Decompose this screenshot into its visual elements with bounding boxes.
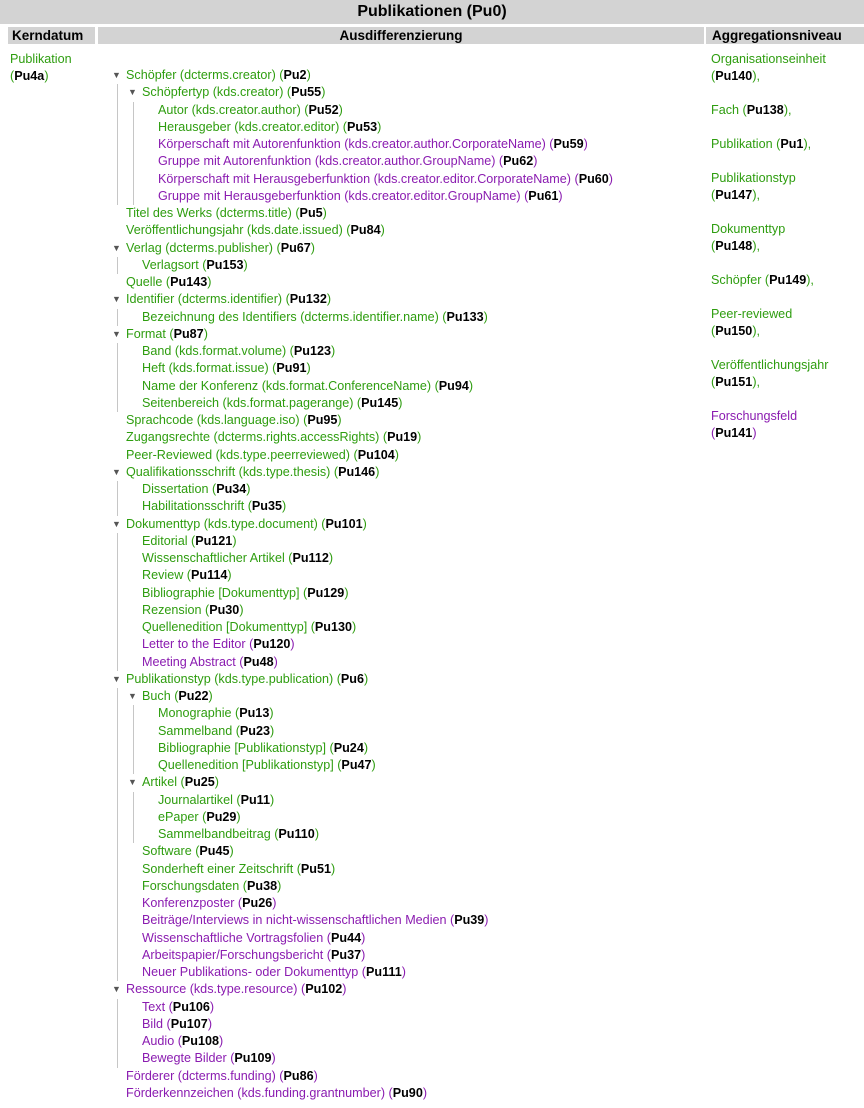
tree-node: Neuer Publikations- oder Dokumenttyp (Pu111) [142,965,406,979]
expand-toggle-icon[interactable]: ▼ [112,328,121,339]
tree-node: Sprachcode (kds.language.iso) (Pu95) [126,413,342,427]
tree-node: Sonderheft einer Zeitschrift (Pu51) [142,861,336,876]
tree-node: Band (kds.format.volume) (Pu123) [142,344,336,358]
tree-node: Wissenschaftliche Vortragsfolien (Pu44) [142,930,366,945]
aggregation-label[interactable]: Forschungsfeld [711,409,798,423]
tree-children [117,257,613,274]
tree-node: Journalartikel (Pu11) [158,792,275,807]
kerndatum-label[interactable]: Publikation [10,52,72,66]
tree-node: Gruppe mit Herausgeberfunktion (kds.creator.editor.GroupName) (Pu61) [158,188,563,203]
tree-node: Förderer (dcterms.funding) (Pu86) [126,1068,318,1083]
expand-toggle-icon[interactable]: ▼ [112,984,121,995]
tree-node-code: Pu86 [283,1068,314,1083]
tree-node-label[interactable]: Arbeitspapier/Forschungsbericht ( [142,947,331,962]
tree-children [117,309,613,326]
kerndatum-code: Pu4a [14,69,45,83]
tree-node-label[interactable]: Journalartikel ( [158,792,241,807]
tree-node-code: Pu34 [216,482,247,496]
tree-node: Autor (kds.creator.author) (Pu52) [158,102,343,117]
tree-node: Förderkennzeichen (kds.funding.grantnumber) (Pu90) [126,1085,428,1100]
tree-node-code: Pu102 [305,982,343,997]
tree-node-label[interactable]: Gruppe mit Autorenfunktion (kds.creator.author.GroupName) ( [158,154,504,169]
aggregation-item: Dokumenttyp (Pu148), [711,222,786,253]
tree-node-label[interactable]: Wissenschaftlicher Artikel ( [142,551,293,565]
tree-node-label[interactable]: ePaper ( [158,809,207,824]
tree-node-label[interactable]: Format ( [126,326,174,341]
tree-node-label[interactable]: Name der Konferenz (kds.format.ConferenceName) ( [142,378,439,393]
tree-node: Quelle (Pu143) [126,275,212,289]
aggregation-code: Pu148 [715,239,753,253]
tree-node: Dissertation (Pu34) [142,482,251,496]
tree-node-label[interactable]: Heft (kds.format.issue) ( [142,361,277,376]
tree-node-label[interactable]: Meeting Abstract ( [142,654,244,669]
tree-node: Name der Konferenz (kds.format.ConferenceName) (Pu94) [142,378,474,393]
tree-node: Forschungsdaten (Pu38) [142,878,282,893]
tree-node-label[interactable]: Verlag (dcterms.publisher) ( [126,240,281,255]
tree-node-label[interactable]: Quellenedition [Publikationstyp] ( [158,758,342,772]
tree-node-code: Pu51 [300,861,332,876]
tree-node-label[interactable]: Review ( [142,568,191,583]
aggregation-code: Pu151 [715,375,753,389]
tree-node-code: Pu104 [357,447,395,462]
tree-node-code: Pu145 [361,395,399,410]
expand-toggle-icon[interactable]: ▼ [128,87,137,98]
tree-node: ▼ Dokumenttyp (kds.type.document) (Pu101) [112,516,613,533]
tree-node-code: Pu45 [199,844,230,859]
tree-node-code: Pu39 [454,913,485,928]
tree-node-code: Pu61 [528,188,559,203]
tree-node-code: Pu143 [170,275,208,289]
aggregation-item: Peer-reviewed (Pu150), [711,307,793,338]
kerndatum-cell: Publikation (Pu4a) [10,52,72,83]
aggregation-label[interactable]: Veröffentlichungsjahr [711,358,829,372]
column-header-aggregationsniveau: Aggregationsniveau [706,27,864,44]
tree-node-code: Pu107 [170,1016,208,1031]
tree-node-code: Pu29 [206,809,237,824]
tree-node: Verlagsort (Pu153) [142,257,248,272]
tree-node: Konferenzposter (Pu26) [142,896,277,910]
tree-node-label[interactable]: Neuer Publikations- oder Dokumenttyp ( [142,965,366,979]
tree-node: Peer-Reviewed (kds.type.peerreviewed) (Pu104) [126,447,399,462]
tree-node-code: Pu44 [331,930,362,945]
tree-node-code: Pu52 [308,102,339,117]
tree-node-code: Pu95 [307,413,338,427]
tree-node-label[interactable]: Editorial ( [142,533,196,548]
tree-node: Review (Pu114) [142,568,232,583]
tree-node-label[interactable]: Beiträge/Interviews in nicht-wissenschaftlichen Medien ( [142,913,455,928]
tree-node-label[interactable]: Letter to the Editor ( [142,637,254,652]
tree-node: Habilitationsschrift (Pu35) [142,499,287,514]
tree-node-code: Pu11 [240,792,270,807]
tree-children [117,84,613,205]
tree-node-code: Pu13 [239,706,270,721]
aggregation-code: Pu140 [715,69,753,83]
expand-toggle-icon[interactable]: ▼ [112,518,121,529]
tree-node-code: Pu133 [446,309,484,324]
tree-node-code: Pu47 [341,758,372,772]
tree-node: Meeting Abstract (Pu48) [142,654,278,669]
tree-node-code: Pu129 [307,585,345,600]
tree-node-code: Pu5 [299,206,323,220]
tree-children [117,688,613,981]
tree-node-label[interactable]: Audio ( [142,1034,182,1048]
tree-node-label[interactable]: Publikationstyp (kds.type.publication) ( [126,671,341,686]
tree-node-label[interactable]: Sprachcode (kds.language.iso) ( [126,413,308,427]
tree-node-code: Pu90 [392,1085,423,1100]
tree-children [117,481,613,516]
tree-node-label[interactable]: Text ( [142,999,173,1014]
tree-node-label[interactable]: Titel des Werks (dcterms.title) ( [126,206,300,220]
tree-node-label[interactable]: Monographie ( [158,706,240,721]
expand-toggle-icon[interactable]: ▼ [112,242,121,253]
tree-node-label[interactable]: Ressource (kds.type.resource) ( [126,982,306,997]
tree-node-code: Pu146 [338,464,376,479]
tree-node-label[interactable]: Artikel ( [142,775,185,790]
tree-node: Veröffentlichungsjahr (kds.date.issued) (Pu84) [126,223,385,238]
tree-node-code: Pu132 [289,292,327,307]
tree-node-label[interactable]: Bibliographie [Dokumenttyp] ( [142,585,308,600]
tree-node-code: Pu26 [242,896,273,910]
tree-node-code: Pu121 [195,533,233,548]
tree-node: Wissenschaftlicher Artikel (Pu112) [142,551,334,565]
tree-node-code: Pu55 [291,85,322,100]
tree-node-label[interactable]: Veröffentlichungsjahr (kds.date.issued) ( [126,223,351,238]
tree-node: Seitenbereich (kds.format.pagerange) (Pu145) [142,395,403,410]
tree-node: Körperschaft mit Autorenfunktion (kds.creator.author.CorporateName) (Pu59) [158,137,588,151]
tree-node: Quellenedition [Publikationstyp] (Pu47) [158,758,376,772]
tree-node-code: Pu6 [340,671,365,686]
tree-node-code: Pu38 [247,878,278,893]
tree-node-code: Pu123 [293,344,331,358]
tree-node-label[interactable]: Dissertation ( [142,482,217,496]
page-title: Publikationen (Pu0) [0,0,864,24]
tree-node-label[interactable]: Bibliographie [Publikationstyp] ( [158,740,334,755]
tree-node: ▼ Publikationstyp (kds.type.publication) (Pu6) [112,671,613,688]
expand-toggle-icon[interactable]: ▼ [112,466,121,477]
tree-node-label[interactable]: Bild ( [142,1016,171,1031]
tree-node-label[interactable]: Förderer (dcterms.funding) ( [126,1068,284,1083]
tree-node: Körperschaft mit Herausgeberfunktion (kds.creator.editor.CorporateName) (Pu60) [158,171,613,186]
tree-node: Sammelband (Pu23) [158,723,275,738]
tree-children [133,102,613,206]
tree-node-code: Pu30 [209,602,240,617]
tree-node: ▼ Verlag (dcterms.publisher) (Pu67) [112,240,613,257]
tree-node: Rezension (Pu30) [142,602,244,617]
tree-node-label[interactable]: Rezension ( [142,602,210,617]
tree-node: ▼ Format (Pu87) [112,326,613,343]
tree-node: Editorial (Pu121) [142,533,237,548]
aggregation-item: Publikation (Pu1), [711,137,812,151]
tree-node: ▼ Identifier (dcterms.identifier) (Pu132) [112,291,613,308]
tree-node: ▼ Ressource (kds.type.resource) (Pu102) [112,981,613,998]
tree-node-code: Pu19 [387,430,418,445]
tree-node-code: Pu94 [438,378,469,393]
tree-node-label[interactable]: Dokumenttyp (kds.type.document) ( [126,516,326,531]
tree-node: Gruppe mit Autorenfunktion (kds.creator.author.GroupName) (Pu62) [158,154,538,169]
tree-node: Bewegte Bilder (Pu109) [142,1051,276,1066]
expand-toggle-icon[interactable]: ▼ [112,673,121,684]
aggregation-label[interactable]: Fach [711,103,739,117]
tree-node-label[interactable]: Qualifikationsschrift (kds.type.thesis) ( [126,464,339,479]
aggregation-code: Pu141 [715,426,753,440]
tree-children [133,792,613,844]
tree-node: Monographie (Pu13) [158,706,274,721]
tree-node: Beiträge/Interviews in nicht-wissenschaftlichen Medien (Pu39) [142,913,489,928]
tree-node: Bibliographie [Publikationstyp] (Pu24) [158,740,369,755]
tree-node-code: Pu87 [173,326,204,341]
tree-node-code: Pu108 [181,1034,220,1048]
tree-node-label[interactable]: Band (kds.format.volume) ( [142,344,294,358]
aggregation-item: Veröffentlichungsjahr (Pu151), [711,358,829,389]
tree-node-code: Pu130 [314,620,353,634]
tree-node-label[interactable]: Körperschaft mit Autorenfunktion (kds.creator.author.CorporateName) ( [158,137,554,151]
tree-children [117,343,613,412]
column-header-ausdifferenzierung: Ausdifferenzierung [98,27,704,44]
tree-node-code: Pu23 [239,723,271,738]
tree-node: Letter to the Editor (Pu120) [142,637,295,652]
tree-node-label[interactable]: Buch ( [142,689,179,703]
tree-node-code: Pu60 [578,171,609,186]
tree-node-code: Pu37 [331,947,362,962]
tree-node-code: Pu111 [366,965,402,979]
tree-node-label[interactable]: Wissenschaftliche Vortragsfolien ( [142,930,331,945]
tree-node: ▼ Qualifikationsschrift (kds.type.thesis) (Pu146) [112,464,613,481]
tree-node: ▼ Schöpfer (dcterms.creator) (Pu2) [112,67,613,84]
tree-node-code: Pu2 [283,68,307,82]
tree-node-label[interactable]: Zugangsrechte (dcterms.rights.accessRights) ( [126,430,388,445]
tree-node: Quellenedition [Dokumenttyp] (Pu130) [142,620,357,634]
expand-toggle-icon[interactable]: ▼ [128,777,137,788]
tree-node-label[interactable]: Schöpfer (dcterms.creator) ( [126,68,284,82]
tree-node: ePaper (Pu29) [158,809,241,824]
aggregation-item: Fach (Pu138), [711,103,792,117]
tree-node: Bezeichnung des Identifiers (dcterms.identifier.name) (Pu133) [142,309,488,324]
tree-node-label[interactable]: Seitenbereich (kds.format.pagerange) ( [142,395,362,410]
tree-node-code: Pu114 [191,568,228,583]
tree-node-code: Pu48 [243,654,274,669]
aggregation-code: Pu1 [780,137,804,151]
aggregation-code: Pu147 [715,188,753,202]
tree-node-label[interactable]: Bezeichnung des Identifiers (dcterms.identifier.name) ( [142,309,447,324]
tree-node-label[interactable]: Sonderheft einer Zeitschrift ( [142,861,301,876]
tree-node: Sammelbandbeitrag (Pu110) [158,827,320,841]
tree-node-label[interactable]: Quelle ( [126,275,171,289]
aggregation-label[interactable]: Publikationstyp [711,171,796,185]
tree-node-code: Pu153 [206,257,244,272]
tree-node-label[interactable]: Software ( [142,844,200,859]
aggregation-item: Organisationseinheit (Pu140), [711,52,826,83]
column-header-kerndatum: Kerndatum [8,27,95,44]
tree-node-code: Pu59 [553,137,584,151]
tree-node-label[interactable]: Habilitationsschrift ( [142,499,252,514]
tree-node-label[interactable]: Sammelbandbeitrag ( [158,827,279,841]
tree-node-label[interactable]: Gruppe mit Herausgeberfunktion (kds.creator.editor.GroupName) ( [158,188,529,203]
tree-node: Text (Pu106) [142,999,215,1014]
tree-node-label[interactable]: Sammelband ( [158,723,240,738]
tree-node-label[interactable]: Förderkennzeichen (kds.funding.grantnumber) ( [126,1085,393,1100]
tree-node-code: Pu110 [278,827,315,841]
tree-node-code: Pu62 [503,154,534,169]
tree-node-code: Pu25 [184,775,215,790]
aggregation-code: Pu138 [746,103,784,117]
tree-node-code: Pu120 [253,637,291,652]
tree-node: Titel des Werks (dcterms.title) (Pu5) [126,206,327,220]
tree-node: Software (Pu45) [142,844,234,859]
tree-node-label[interactable]: Autor (kds.creator.author) ( [158,102,309,117]
tree-node-label[interactable]: Peer-Reviewed (kds.type.peerreviewed) ( [126,447,358,462]
tree-node-label[interactable]: Forschungsdaten ( [142,878,248,893]
tree-node: ▼ Artikel (Pu25) [128,774,613,791]
tree-node-code: Pu22 [178,689,209,703]
tree-node-code: Pu67 [280,240,311,255]
tree-node-code: Pu109 [234,1051,272,1066]
aggregationsniveau-list [711,51,861,459]
aggregation-label[interactable]: Publikation [711,137,773,151]
aggregation-item: Schöpfer (Pu149), [711,273,814,287]
tree-node-code: Pu101 [325,516,363,531]
tree-node-label[interactable]: Verlagsort ( [142,257,207,272]
expand-toggle-icon[interactable]: ▼ [112,294,121,305]
tree-node-label[interactable]: Körperschaft mit Herausgeberfunktion (kds.creator.editor.CorporateName) ( [158,171,579,186]
tree-node-code: Pu35 [251,499,282,514]
tree-node-code: Pu53 [347,119,378,134]
aggregation-label[interactable]: Peer-reviewed [711,307,793,321]
tree-node-label[interactable]: Quellenedition [Dokumenttyp] ( [142,620,315,634]
tree-node-label[interactable]: Bewegte Bilder ( [142,1051,235,1066]
tree-children [133,705,613,774]
tree-node-code: Pu91 [276,361,307,376]
tree-children [117,999,613,1068]
tree-node-label[interactable]: Schöpfertyp (kds.creator) ( [142,85,292,100]
tree-node: Bild (Pu107) [142,1016,213,1031]
expand-toggle-icon[interactable]: ▼ [128,691,137,701]
tree-node-code: Pu106 [172,999,210,1014]
tree-node: Herausgeber (kds.creator.editor) (Pu53) [158,119,382,134]
tree-node: Audio (Pu108) [142,1034,224,1048]
tree-node: ▼ Schöpfertyp (kds.creator) (Pu55) [128,84,613,101]
tree-children [117,533,613,671]
tree-node-label[interactable]: Konferenzposter ( [142,896,243,910]
expand-toggle-icon[interactable]: ▼ [112,70,121,80]
tree-node-label[interactable]: Identifier (dcterms.identifier) ( [126,292,290,307]
tree-node: Bibliographie [Dokumenttyp] (Pu129) [142,585,349,600]
aggregation-code: Pu149 [769,273,807,287]
tree-node-code: Pu24 [333,740,364,755]
tree-node-code: Pu84 [350,223,381,238]
tree-node-code: Pu112 [292,551,329,565]
aggregation-code: Pu150 [715,324,753,338]
tree-node: Arbeitspapier/Forschungsbericht (Pu37) [142,947,366,962]
aggregation-label[interactable]: Dokumenttyp [711,222,786,236]
tree-node-label[interactable]: Herausgeber (kds.creator.editor) ( [158,119,347,134]
tree-node: Heft (kds.format.issue) (Pu91) [142,361,311,376]
tree-node: Zugangsrechte (dcterms.rights.accessRights) (Pu19) [126,430,422,445]
tree-node: ▼ Buch (Pu22) [128,688,613,705]
aggregation-item: Publikationstyp (Pu147), [711,171,796,202]
aggregation-label[interactable]: Organisationseinheit [711,52,826,66]
ausdifferenzierung-tree [112,67,613,1102]
aggregation-label[interactable]: Schöpfer [711,273,762,287]
aggregation-item: Forschungsfeld (Pu141) [711,409,798,440]
